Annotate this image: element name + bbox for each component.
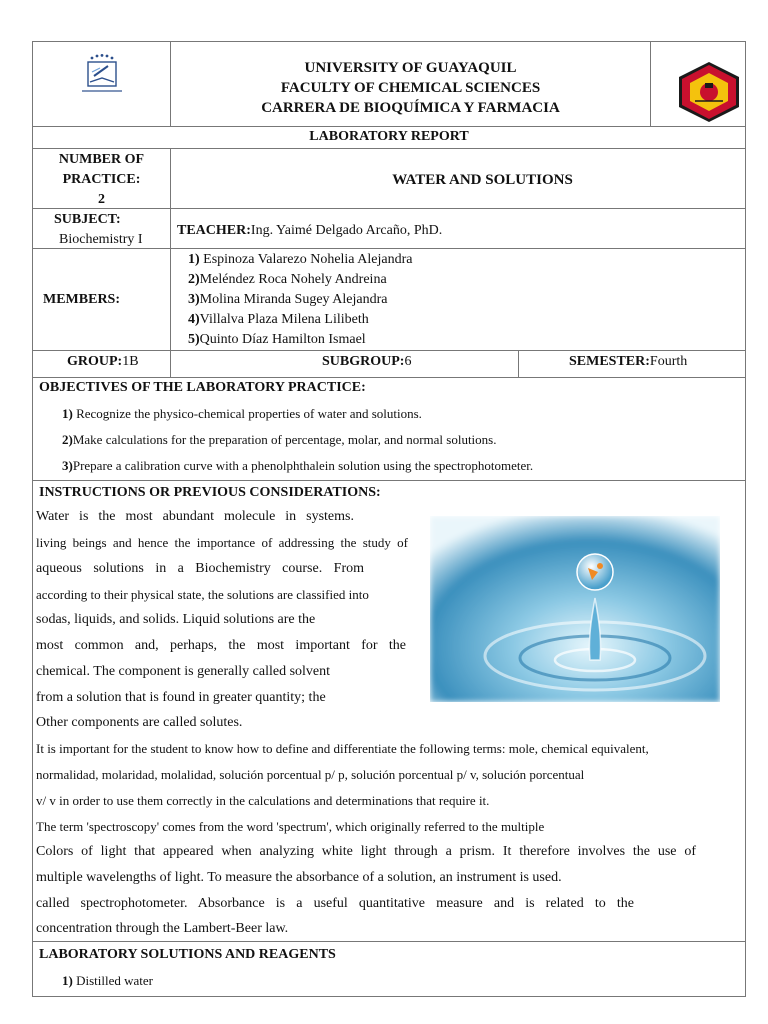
subject-value: Biochemistry I <box>59 232 143 247</box>
university-name: UNIVERSITY OF GUAYAQUIL <box>304 60 517 76</box>
member-4: 4)Villalva Plaza Milena Lilibeth <box>188 312 369 327</box>
member-2: 2)Meléndez Roca Nohely Andreina <box>188 272 387 287</box>
objective-3: 3)Prepare a calibration curve with a phenolphthalein solution using the spectrophotometer. <box>62 458 534 473</box>
teacher-field <box>177 223 442 239</box>
instructions-line-8: from a solution that is found in greater quantity; the <box>36 690 326 705</box>
career-name: CARRERA DE BIOQUÍMICA Y FARMACIA <box>261 100 560 116</box>
practice-title: WATER AND SOLUTIONS <box>392 172 573 188</box>
subject-label: SUBJECT: <box>54 212 121 227</box>
instructions-line-17: concentration through the Lambert-Beer law. <box>36 921 289 936</box>
reagents-heading: LABORATORY SOLUTIONS AND REAGENTS <box>39 947 336 962</box>
instructions-line-2: living beings and hence the importance of addressing the study of <box>36 535 408 550</box>
report-title: LABORATORY REPORT <box>309 129 469 144</box>
instructions-line-9: Other components are called solutes. <box>36 715 243 730</box>
members-label: MEMBERS: <box>43 292 120 307</box>
instructions-line-3: aqueous solutions in a Biochemistry course. From <box>36 561 364 576</box>
instructions-line-4: according to their physical state, the solutions are classified into <box>36 587 369 602</box>
water-drop-photo <box>430 516 720 702</box>
instructions-line-15: multiple wavelengths of light. To measure the absorbance of a solution, an instrument is used. <box>36 870 562 885</box>
teacher-label: TEACHER: <box>177 223 251 238</box>
instructions-line-12: v/ v in order to use them correctly in the calculations and determinations that require it. <box>36 793 490 808</box>
faculty-name: FACULTY OF CHEMICAL SCIENCES <box>280 80 541 96</box>
instructions-line-5: sodas, liquids, and solids. Liquid solutions are the <box>36 612 316 627</box>
instructions-line-11: normalidad, molaridad, molalidad, solución porcentual p/ p, solución porcentual p/ v, solución porcentual <box>36 767 585 782</box>
group-field: GROUP:1B <box>67 354 139 369</box>
instructions-line-6: most common and, perhaps, the most important for the <box>36 638 406 653</box>
practice-number-label: NUMBER OF <box>58 152 145 167</box>
objectives-heading: OBJECTIVES OF THE LABORATORY PRACTICE: <box>39 380 366 395</box>
member-5: 5)Quinto Díaz Hamilton Ismael <box>188 332 366 347</box>
instructions-line-16: called spectrophotometer. Absorbance is a useful quantitative measure and is related to the <box>36 896 634 911</box>
subgroup-field: SUBGROUP:6 <box>322 354 412 369</box>
reagent-1: 1) Distilled water <box>62 973 153 988</box>
instructions-heading: INSTRUCTIONS OR PREVIOUS CONSIDERATIONS: <box>39 485 381 500</box>
faculty-seal-logo <box>677 61 741 123</box>
instructions-line-13: The term 'spectroscopy' comes from the word 'spectrum', which originally referred to the multiple <box>36 819 545 834</box>
instructions-line-14: Colors of light that appeared when analyzing white light through a prism. It therefore involves the use of <box>36 844 696 859</box>
objective-1: 1) Recognize the physico-chemical properties of water and solutions. <box>62 406 422 421</box>
practice-number-label-2: PRACTICE: <box>62 172 141 187</box>
instructions-line-7: chemical. The component is generally called solvent <box>36 664 331 679</box>
member-3: 3)Molina Miranda Sugey Alejandra <box>188 292 388 307</box>
university-logo <box>78 52 126 98</box>
semester-field: SEMESTER:Fourth <box>569 354 688 369</box>
teacher-name: Ing. Yaimé Delgado Arcaño, PhD. <box>250 223 443 238</box>
practice-number: 2 <box>98 192 105 207</box>
member-1: 1) Espinoza Valarezo Nohelia Alejandra <box>188 252 413 267</box>
instructions-line-1: Water is the most abundant molecule in systems. <box>36 509 354 524</box>
objective-2: 2)Make calculations for the preparation of percentage, molar, and normal solutions. <box>62 432 497 447</box>
instructions-line-10: It is important for the student to know how to define and differentiate the following terms: mole, chemical equivalent, <box>36 741 649 756</box>
